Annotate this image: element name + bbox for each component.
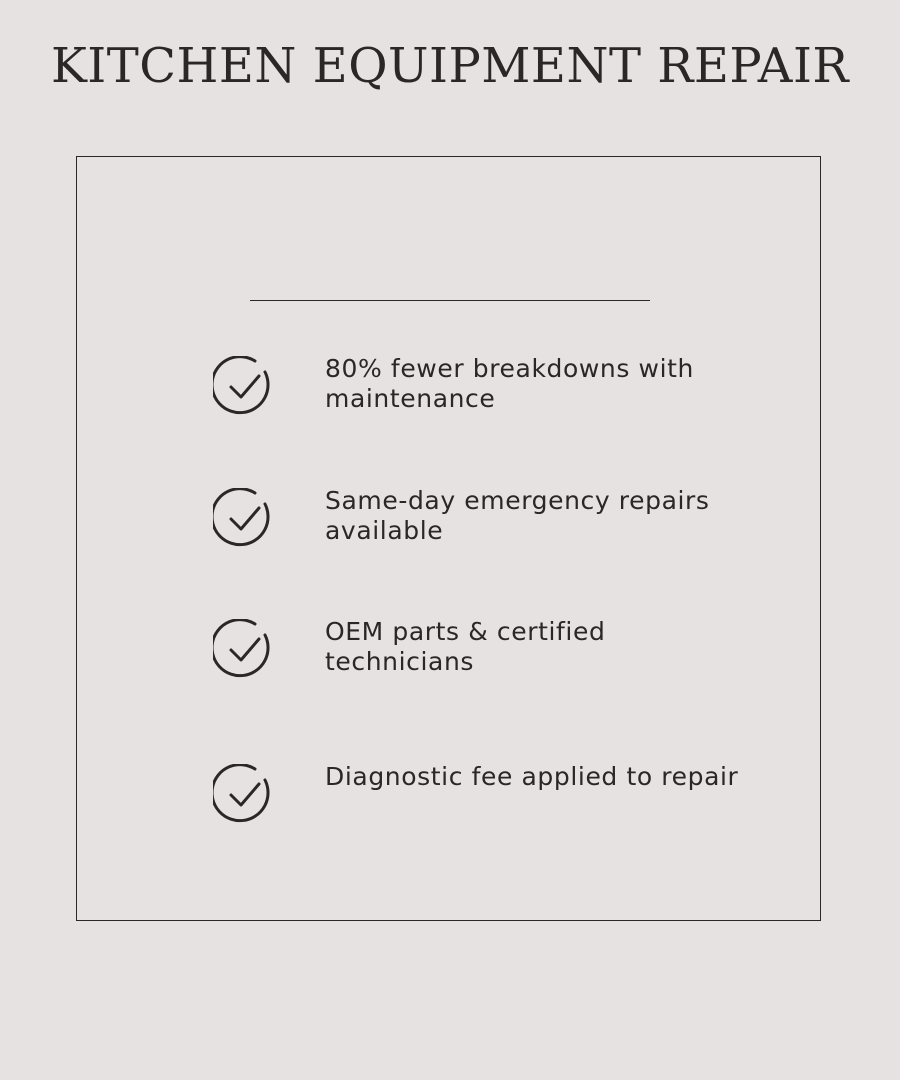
check-circle-icon xyxy=(213,619,275,681)
benefit-item xyxy=(213,619,773,683)
benefit-item xyxy=(213,356,773,420)
check-circle-icon xyxy=(213,356,275,418)
benefit-text: Diagnostic fee applied to repair xyxy=(325,762,739,791)
benefit-item xyxy=(213,488,773,552)
benefit-item xyxy=(213,764,773,828)
benefit-text: Same-day emergency repairs available xyxy=(325,486,710,545)
page-title: KITCHEN EQUIPMENT REPAIR xyxy=(50,38,850,94)
check-circle-icon xyxy=(213,764,275,826)
benefit-text: 80% fewer breakdowns with maintenance xyxy=(325,354,694,413)
benefit-text: OEM parts & certified technicians xyxy=(325,617,606,676)
check-circle-icon xyxy=(213,488,275,550)
divider xyxy=(250,300,650,301)
